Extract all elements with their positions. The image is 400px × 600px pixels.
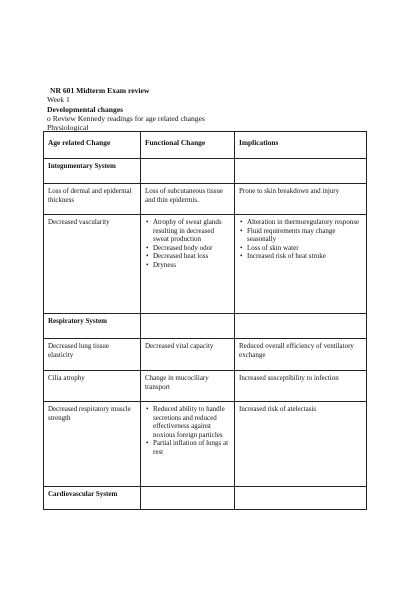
cell-implications: Increased susceptibility to infection bbox=[235, 371, 367, 402]
cell-functional-change: Change in mucociliary transport bbox=[141, 371, 235, 402]
cell-age-change: Decreased respiratory muscle strength bbox=[44, 402, 141, 487]
cell-implications: Increased risk of atelectasis bbox=[235, 402, 367, 487]
section-heading-integumentary: Integumentary System bbox=[44, 159, 141, 184]
week-label: Week 1 bbox=[47, 95, 70, 105]
table-row bbox=[44, 339, 367, 371]
list-item: • Atrophy of sweat glands resulting in decreased sweat production bbox=[145, 218, 230, 244]
section-heading: Developmental changes bbox=[47, 104, 124, 114]
cell-implications: Reduced overall efficiency of ventilatory exchange bbox=[235, 339, 367, 371]
cell-functional-change bbox=[141, 402, 235, 487]
column-header-implications: Implications bbox=[235, 132, 367, 159]
age-changes-table bbox=[43, 131, 367, 510]
section-row-cardiovascular bbox=[44, 487, 367, 510]
section-heading-respiratory: Respiratory System bbox=[44, 314, 141, 339]
list-item: • Dryness bbox=[145, 261, 230, 270]
list-item: • Reduced ability to handle secretions and reduced effectiveness against noxious foreign particles bbox=[145, 405, 230, 439]
list-item: • Decreased body odor bbox=[145, 244, 230, 253]
cell-implications bbox=[235, 215, 367, 314]
table-row bbox=[44, 371, 367, 402]
section-heading-cardiovascular: Cardiovascular System bbox=[44, 487, 141, 510]
list-item: • Decreased heat loss bbox=[145, 252, 230, 261]
cell-functional-change: Decreased vital capacity bbox=[141, 339, 235, 371]
cell-age-change: Loss of dermal and epidermal thickness bbox=[44, 184, 141, 215]
table-row bbox=[44, 215, 367, 314]
table-header-row bbox=[44, 132, 367, 159]
list-item: • Partial inflation of lungs at rest bbox=[145, 439, 230, 456]
cell-functional-change bbox=[141, 215, 235, 314]
table-row bbox=[44, 402, 367, 487]
subsection-heading: Physiological bbox=[47, 123, 89, 133]
list-item: • Increased risk of heat stroke bbox=[239, 252, 362, 261]
cell-age-change: Decreased lung tissue elasticity bbox=[44, 339, 141, 371]
section-row-integumentary bbox=[44, 159, 367, 184]
document-header bbox=[47, 86, 367, 132]
list-item: • Alteration in thermoregulatory response bbox=[239, 218, 362, 227]
column-header-functional-change: Functional Change bbox=[141, 132, 235, 159]
cell-functional-change: Loss of subcutaneous tissue and thin epidermis. bbox=[141, 184, 235, 215]
review-note: o Review Kennedy readings for age related changes bbox=[47, 113, 205, 123]
cell-age-change: Decreased vascularity bbox=[44, 215, 141, 314]
document-title: NR 601 Midterm Exam review bbox=[50, 86, 150, 95]
list-item: • Loss of skin water bbox=[239, 244, 362, 253]
table-row bbox=[44, 184, 367, 215]
list-item: • Fluid requirements may change seasonally bbox=[239, 227, 362, 244]
column-header-age-change: Age related Change bbox=[44, 132, 141, 159]
cell-implications: Prone to skin breakdown and injury bbox=[235, 184, 367, 215]
section-row-respiratory bbox=[44, 314, 367, 339]
cell-age-change: Cilia atrophy bbox=[44, 371, 141, 402]
